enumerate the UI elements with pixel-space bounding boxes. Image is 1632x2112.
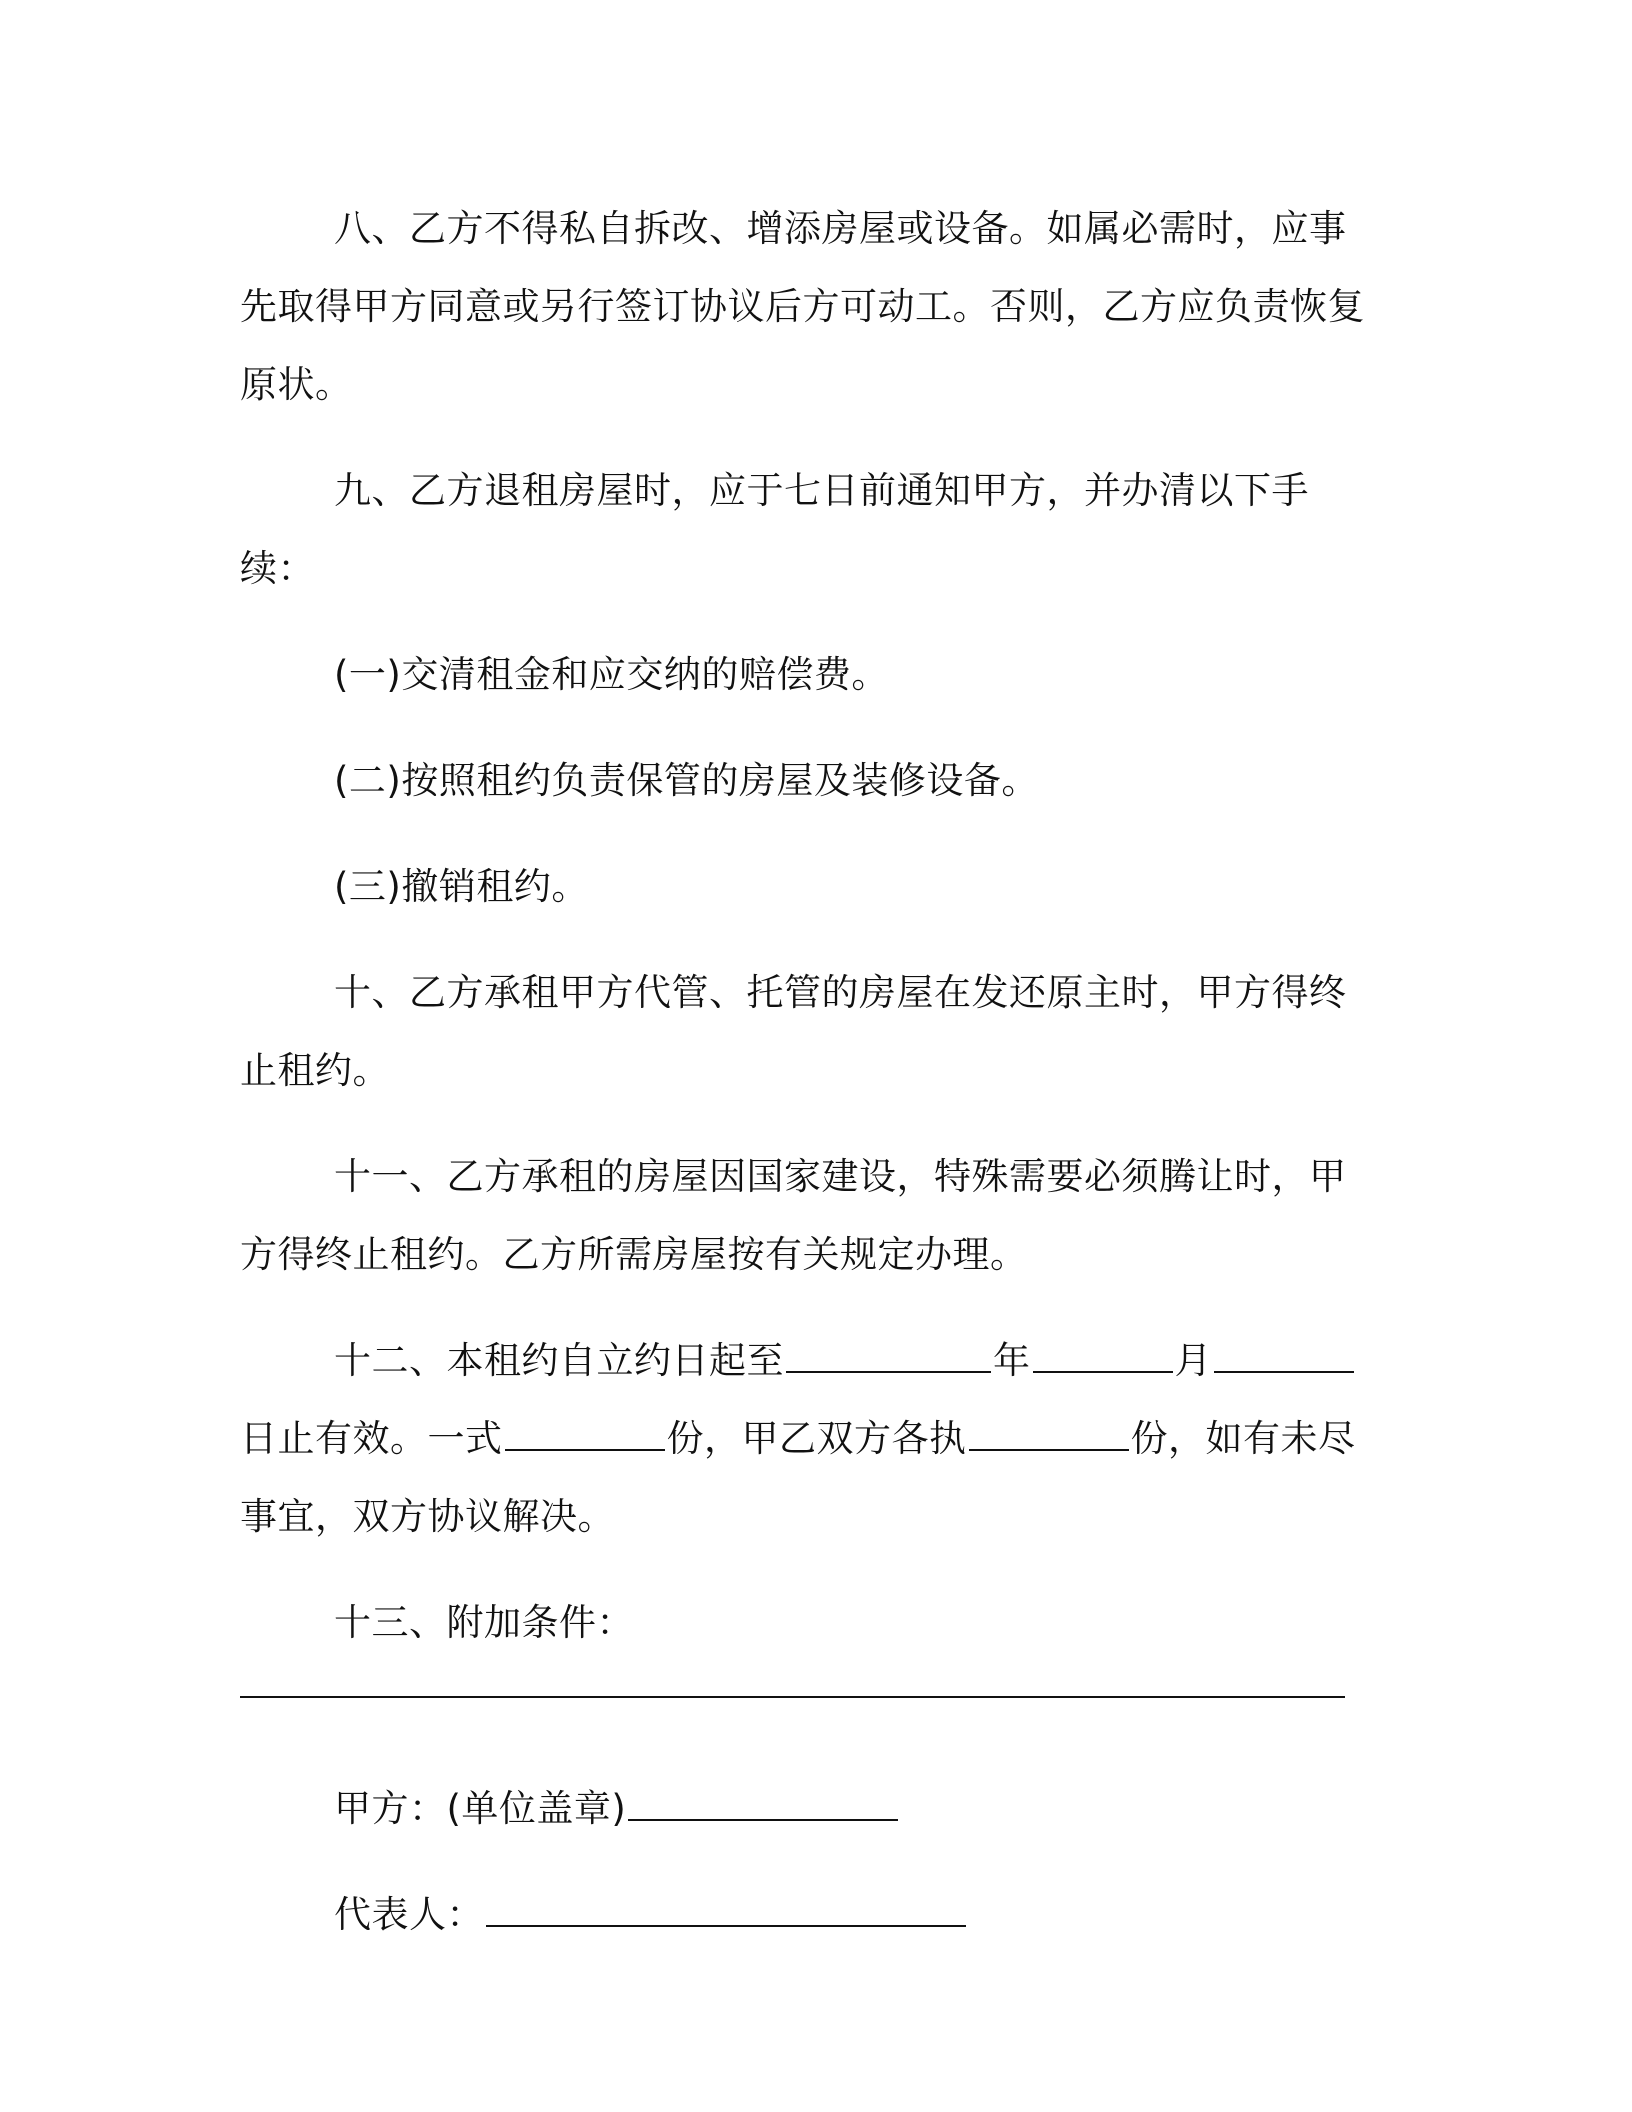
month-label: 月 xyxy=(1174,1339,1212,1382)
clause-13: 十三、附加条件： xyxy=(334,1601,634,1644)
representative-signature xyxy=(240,1876,1370,1954)
month-blank[interactable] xyxy=(1033,1325,1173,1373)
year-label: 年 xyxy=(993,1339,1031,1382)
clause-12-start: 十二、本租约自立约日起至 xyxy=(334,1339,784,1382)
representative-blank[interactable] xyxy=(486,1879,966,1927)
party-a-label: 甲方：(单位盖章) xyxy=(334,1787,627,1830)
day-validity-label: 日止有效。一式 xyxy=(240,1417,503,1460)
clause-9-item-2: (二)按照租约负责保管的房屋及装修设备。 xyxy=(334,759,1039,802)
party-a-signature xyxy=(240,1770,1370,1848)
additional-conditions-line[interactable] xyxy=(240,1694,1345,1698)
document-body xyxy=(240,190,1370,1982)
copies-total-blank[interactable] xyxy=(505,1403,665,1451)
day-blank[interactable] xyxy=(1214,1325,1354,1373)
clause-11: 十一、乙方承租的房屋因国家建设，特殊需要必须腾让时，甲方得终止租约。乙方所需房屋按有关规定办理。 xyxy=(240,1155,1347,1276)
clause-9-intro: 九、乙方退租房屋时，应于七日前通知甲方，并办清以下手续： xyxy=(240,469,1309,590)
clause-10: 十、乙方承租甲方代管、托管的房屋在发还原主时，甲方得终止租约。 xyxy=(240,971,1347,1092)
clause-9-item-3: (三)撤销租约。 xyxy=(334,865,589,908)
representative-label: 代表人： xyxy=(334,1893,484,1936)
party-a-blank[interactable] xyxy=(628,1773,898,1821)
clause-9-item-1: (一)交清租金和应交纳的赔偿费。 xyxy=(334,653,889,696)
clause-12-end: 份，如有未尽事宜，双方协议解决。 xyxy=(240,1417,1356,1538)
clause-8: 八、乙方不得私自拆改、增添房屋或设备。如属必需时，应事先取得甲方同意或另行签订协议后方可动工。否则，乙方应负责恢复原状。 xyxy=(240,207,1365,406)
clause-12 xyxy=(240,1322,1370,1556)
year-blank[interactable] xyxy=(786,1325,991,1373)
copies-each-blank[interactable] xyxy=(969,1403,1129,1451)
copies-each-label: 份，甲乙双方各执 xyxy=(666,1417,967,1460)
